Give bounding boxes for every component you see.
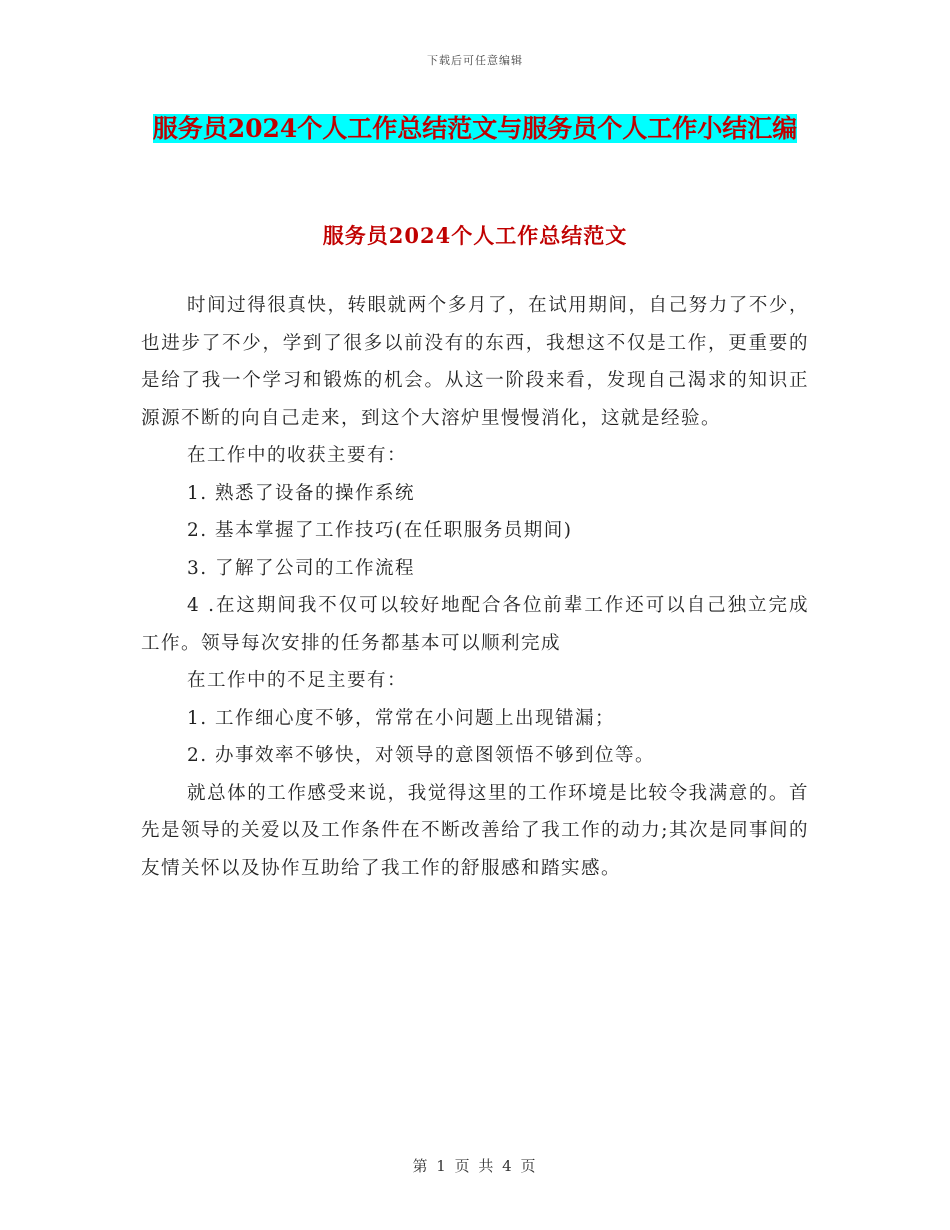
page-number: 第 1 页 共 4 页 <box>412 1157 538 1175</box>
list-item-gain-1: 1. 熟悉了设备的操作系统 <box>187 482 416 504</box>
paragraph-summary: 就总体的工作感受来说，我觉得这里的工作环境是比较令我满意的。首先是领导的关爱以及工作条件在不断改善给了我工作的动力;其次是同事间的友情关怀以及协作互助给了我工作的舒服感和踏实感。 <box>141 782 809 879</box>
list-item-shortcoming-2: 2. 办事效率不够快，对领导的意图领悟不够到位等。 <box>187 745 656 766</box>
list-item-gain-2: 2. 基本掌握了工作技巧(在任职服务员期间) <box>187 520 573 541</box>
list-item-gain-4: 4 .在这期间我不仅可以较好地配合各位前辈工作还可以自己独立完成工作。领导每次安排的任务都基本可以顺利完成 <box>141 595 809 654</box>
document-body <box>141 287 809 887</box>
paragraph-gains-heading: 在工作中的收获主要有： <box>187 445 408 466</box>
list-item-shortcoming-1: 1. 工作细心度不够，常常在小问题上出现错漏； <box>187 707 616 729</box>
page-header-note: 下载后可任意编辑 <box>427 54 523 67</box>
list-item-gain-3: 3. 了解了公司的工作流程 <box>187 557 416 579</box>
document-title <box>140 108 810 150</box>
document-title-text: 服务员2024个人工作总结范文与服务员个人工作小结汇编 <box>152 114 798 143</box>
section-title: 服务员2024个人工作总结范文 <box>322 223 628 248</box>
paragraph-shortcomings-heading: 在工作中的不足主要有： <box>187 670 408 691</box>
paragraph-intro: 时间过得很真快，转眼就两个多月了，在试用期间，自己努力了不少，也进步了不少，学到了很多以前没有的东西，我想这不仅是工作，更重要的是给了我一个学习和锻炼的机会。从这一阶段来看，发现自己渴求的知识正源源不断的向自己走来，到这个大溶炉里慢慢消化，这就是经验。 <box>141 295 809 429</box>
